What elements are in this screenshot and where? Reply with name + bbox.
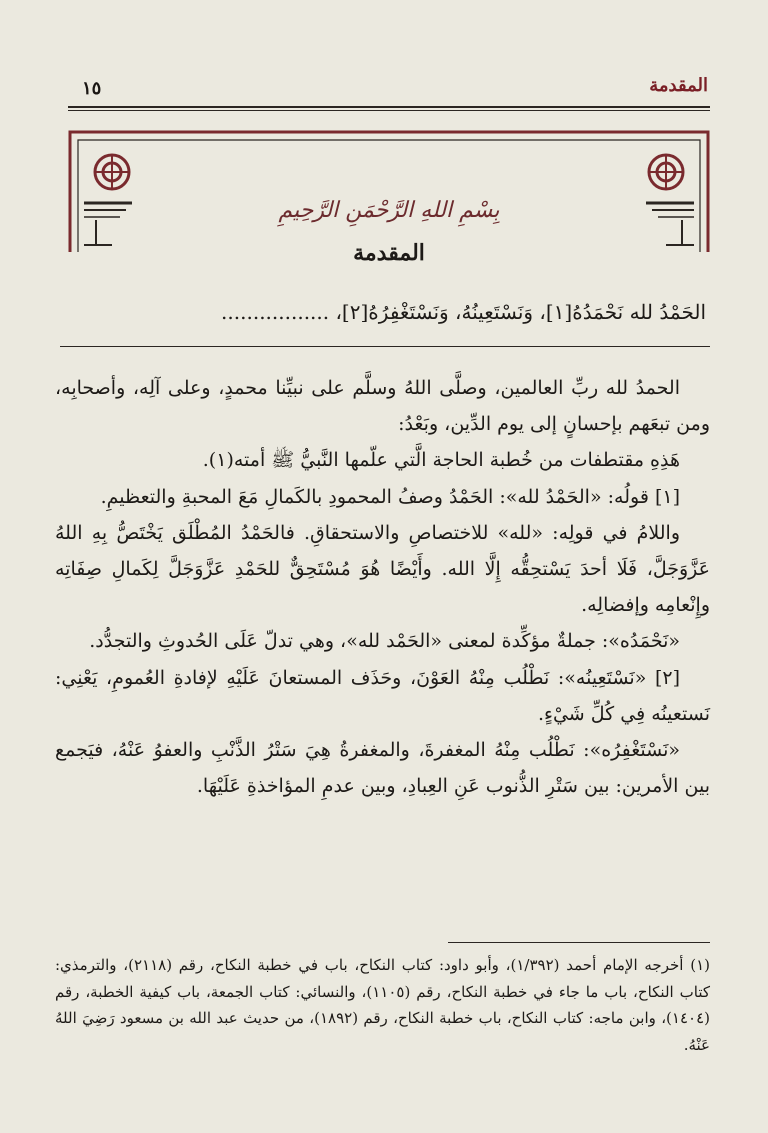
chapter-title: المقدمة <box>353 240 425 266</box>
paragraph: «نَسْتَغْفِرُه»: نَطْلُب مِنْهُ المغفرةَ، والمغفرةُ هِيَ سَتْرُ الذَّنْبِ والعفوُ عَنْهُ، فيَجمع بين الأمرين: بين سَتْرِ الذُّنوب عَنِ العِبادِ، وبين عدمِ المؤاخذةِ عَلَيْهَا. <box>55 739 710 798</box>
paragraph: واللامُ في قولِه: «لله» للاختصاصِ والاستحقاقِ. فالحَمْدُ المُطْلَق يَخْتَصُّ بِهِ اللهُ عَزَّوَجَلَّ، فَلَا أحدَ يَسْتحِقُّه إِلَّا الله. وأَيْضًا هُوَ مُسْتَحِقٌّ للحَمْدِ عَزَّوَجَلَّ لِكَمالِ صِفَاتِه وإِنْعامِه وإفضالِه. <box>55 521 710 617</box>
running-header-title: المقدمة <box>649 75 708 96</box>
text-separator <box>60 346 710 347</box>
page-number: ١٥ <box>82 78 102 99</box>
paragraph: [٢] «نَسْتَعِينُه»: نَطْلُب مِنْهُ العَوْنَ، وحَذَف المستعانَ عَلَيْهِ لإفادةِ العُمومِ، يَعْنِي: نَستعينُه فِي كُلِّ شَيْءٍ. <box>55 666 710 725</box>
footnote: (١) أخرجه الإمام أحمد (١/٣٩٢)، وأبو داود: كتاب النكاح، باب في خطبة النكاح، رقم (٢١١٨)، والترمذي: كتاب النكاح، باب ما جاء في خطبة النكاح، رقم (١١٠٥)، والنسائي: كتاب الجمعة، باب كيفية الخطبة، رقم (١٤٠٤)، وابن ماجه: كتاب النكاح، باب خطبة النكاح، رقم (١٨٩٢)، من حديث عبد الله بن مسعود رَضِيَ اللهُ عَنْهُ. <box>55 956 710 1054</box>
paragraph: «نَحْمَدُه»: جملةٌ مؤكِّدة لمعنى «الحَمْد لله»، وهي تدلّ عَلَى الحُدوثِ والتجدُّد. <box>89 630 680 653</box>
body-text <box>55 370 710 804</box>
ornamental-frame <box>66 128 712 256</box>
header-rule <box>68 106 710 108</box>
right-knot-ornament <box>649 155 683 189</box>
paragraph: [١] قولُه: «الحَمْدُ لله»: الحَمْدُ وصفُ المحمودِ بالكَمالِ مَعَ المحبةِ والتعظيمِ. <box>100 485 680 508</box>
footnote-separator <box>448 942 710 943</box>
header-rule-thin <box>68 110 710 111</box>
paragraph: الحمدُ لله ربِّ العالمين، وصلَّى اللهُ وسلَّم على نبيِّنا محمدٍ، وعلى آلِه، وأصحابِه، ومن تبعَهم بإحسانٍ إلى يوم الدِّين، وبَعْدُ: <box>55 377 710 436</box>
footnotes <box>55 952 710 1058</box>
frame-border <box>66 128 712 256</box>
paragraph: هَذِهِ مقتطفات من خُطبة الحاجة الَّتي علّمها النَّبيُّ ﷺ أمته(١). <box>202 449 680 472</box>
basmala: بِسْمِ اللهِ الرَّحْمَنِ الرَّحِيمِ <box>278 198 500 223</box>
opening-formula: الحَمْدُ لله نَحْمَدُهُ[١]، وَنَسْتَعِينُهُ، وَنَسْتَغْفِرُهُ[٢]، ................. <box>221 300 706 324</box>
left-knot-ornament <box>95 155 129 189</box>
